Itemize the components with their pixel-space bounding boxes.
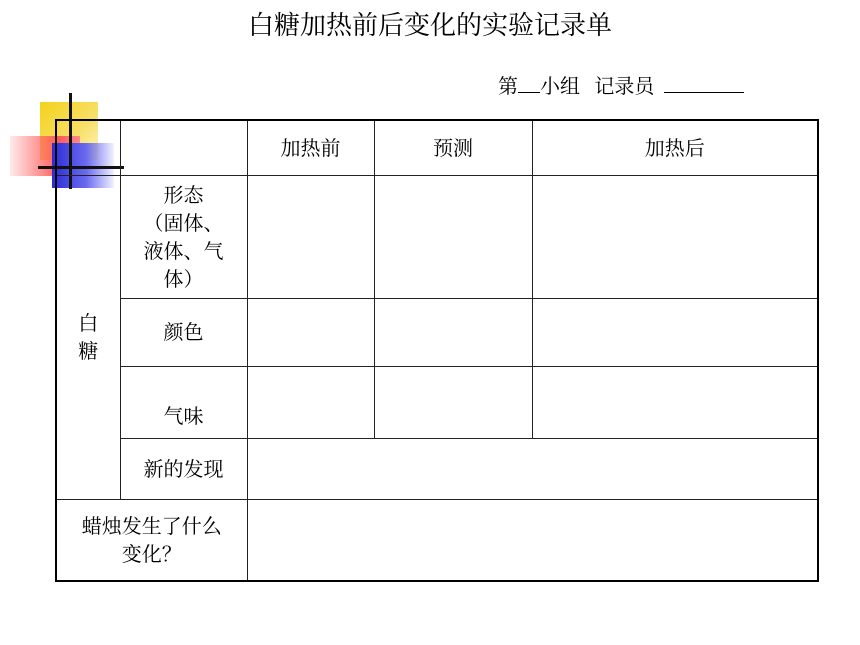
corner-cell — [56, 120, 120, 175]
row-label-discovery: 新的发现 — [120, 438, 247, 499]
candle-question-cell — [56, 499, 247, 581]
recorder-label: 记录员 — [594, 74, 655, 98]
white-sugar-label — [56, 175, 120, 499]
form-line1: 形态 — [163, 182, 204, 207]
form-line3: 液体、气 — [143, 238, 224, 263]
table-row-color — [56, 298, 818, 366]
table-row-form — [56, 175, 818, 298]
discovery-cell[interactable] — [247, 438, 818, 499]
table-row-candle — [56, 499, 818, 581]
page-title: 白糖加热前后变化的实验记录单 — [247, 11, 612, 41]
header-before-heating: 加热前 — [247, 120, 374, 175]
smell-prediction-cell[interactable] — [374, 366, 532, 438]
group-info — [498, 72, 744, 100]
candle-question-line2: 变化？ — [121, 541, 182, 566]
table-row-discovery — [56, 438, 818, 499]
row-label-color: 颜色 — [120, 298, 247, 366]
white-sugar-label-line1: 白 — [78, 311, 99, 335]
candle-answer-cell[interactable] — [247, 499, 818, 581]
form-prediction-cell[interactable] — [374, 175, 532, 298]
record-table — [55, 119, 819, 582]
header-after-heating: 加热后 — [532, 120, 818, 175]
color-after-cell[interactable] — [532, 298, 818, 366]
recorder-blank[interactable] — [664, 72, 744, 93]
form-line2: （固体、 — [143, 210, 224, 235]
row-label-form — [120, 175, 247, 298]
color-prediction-cell[interactable] — [374, 298, 532, 366]
smell-before-cell[interactable] — [247, 366, 374, 438]
white-sugar-label-line2: 糖 — [78, 339, 99, 363]
group-number-blank[interactable] — [518, 72, 540, 93]
group-prefix: 第 — [498, 74, 518, 98]
table-row-smell — [56, 366, 818, 438]
form-line4: 体） — [163, 266, 204, 291]
color-before-cell[interactable] — [247, 298, 374, 366]
header-row — [56, 120, 818, 175]
candle-question-line1: 蜡烛发生了什么 — [81, 513, 222, 538]
smell-text: 气味 — [163, 403, 204, 428]
label-header-cell — [120, 120, 247, 175]
form-after-cell[interactable] — [532, 175, 818, 298]
smell-after-cell[interactable] — [532, 366, 818, 438]
row-label-smell — [120, 366, 247, 438]
form-before-cell[interactable] — [247, 175, 374, 298]
group-suffix: 小组 — [540, 74, 580, 98]
header-prediction: 预测 — [374, 120, 532, 175]
